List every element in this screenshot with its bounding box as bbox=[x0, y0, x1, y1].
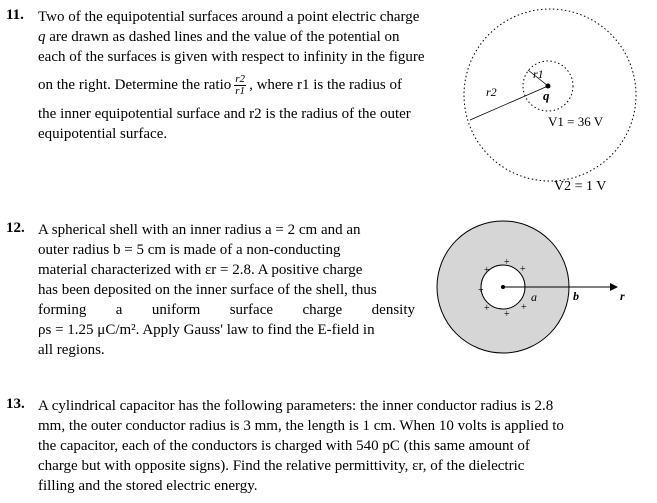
ratio-fraction: $\frac{r2}{r1}$ bbox=[235, 73, 246, 97]
r1-label: r1 bbox=[533, 67, 544, 81]
problem-11-number: 11. bbox=[6, 7, 24, 23]
plus-2: + bbox=[484, 265, 490, 276]
v1-label: V1 = 36 V bbox=[548, 114, 604, 129]
p12-line-4: has been deposited on the inner surface of the shell, thus bbox=[38, 282, 377, 298]
plus-6: + bbox=[520, 264, 526, 275]
problem-13-text bbox=[38, 396, 611, 496]
r-label: r bbox=[620, 289, 625, 303]
p12-line-6: ρs = 1.25 μC/m². Apply Gauss' law to find the E-field in bbox=[38, 322, 375, 338]
problem-12-text bbox=[38, 220, 415, 360]
p12-line-3: material characterized with εr = 2.8. A positive charge bbox=[38, 262, 363, 278]
p12-line-7: all regions. bbox=[38, 342, 105, 358]
p12-line-1: A spherical shell with an inner radius a = 2 cm and an bbox=[38, 222, 361, 238]
p13-line-4: charge but with opposite signs). Find the relative permittivity, εr, of the dielectric bbox=[38, 458, 525, 474]
q-label: q bbox=[543, 88, 550, 103]
p11-line-5: the inner equipotential surface and r2 is the radius of the outer bbox=[38, 106, 411, 122]
p11-line-1: Two of the equipotential surfaces around a point electric charge bbox=[38, 9, 420, 25]
p11-line-3: each of the surfaces is given with respect to infinity in the figure bbox=[38, 49, 425, 65]
p13-line-3: the capacitor, each of the conductors is charged with 540 pC (this same amount of bbox=[38, 438, 530, 454]
plus-7: + bbox=[521, 302, 527, 313]
r2-label: r2 bbox=[486, 85, 497, 99]
p11-line-4: on the right. Determine the ratio $\frac{r2}{r1}$ , where r1 is the radius of bbox=[38, 73, 402, 97]
p11-line-2: q are drawn as dashed lines and the value of the potential on bbox=[38, 29, 400, 45]
plus-1: + bbox=[504, 257, 510, 268]
b-label: b bbox=[573, 289, 579, 303]
r2-radius-line bbox=[470, 86, 548, 120]
a-label: a bbox=[531, 290, 537, 304]
p12-line-2: outer radius b = 5 cm is made of a non-conducting bbox=[38, 242, 341, 258]
charge-symbol: q bbox=[38, 29, 46, 45]
problem-13-number: 13. bbox=[6, 396, 25, 412]
center-point bbox=[501, 285, 505, 289]
problem-12-number: 12. bbox=[6, 220, 25, 236]
p13-line-1: A cylindrical capacitor has the following parameters: the inner conductor radius is 2.8 bbox=[38, 398, 554, 414]
spherical-shell-figure bbox=[420, 210, 655, 375]
p11-line-6: equipotential surface. bbox=[38, 126, 168, 142]
p13-line-5: filling and the stored electric energy. bbox=[38, 478, 258, 494]
p13-line-2: mm, the outer conductor radius is 3 mm, the length is 1 cm. When 10 volts is applied to bbox=[38, 418, 564, 434]
problem-11-text bbox=[38, 7, 451, 144]
equipotential-figure bbox=[460, 0, 655, 200]
plus-4: + bbox=[484, 303, 490, 314]
plus-5: + bbox=[504, 309, 510, 320]
r-arrow-icon bbox=[610, 283, 618, 291]
p12-line-5: forming a uniform surface charge density bbox=[38, 302, 415, 318]
v2-label: V2 = 1 V bbox=[554, 179, 607, 194]
plus-3: + bbox=[478, 285, 484, 296]
